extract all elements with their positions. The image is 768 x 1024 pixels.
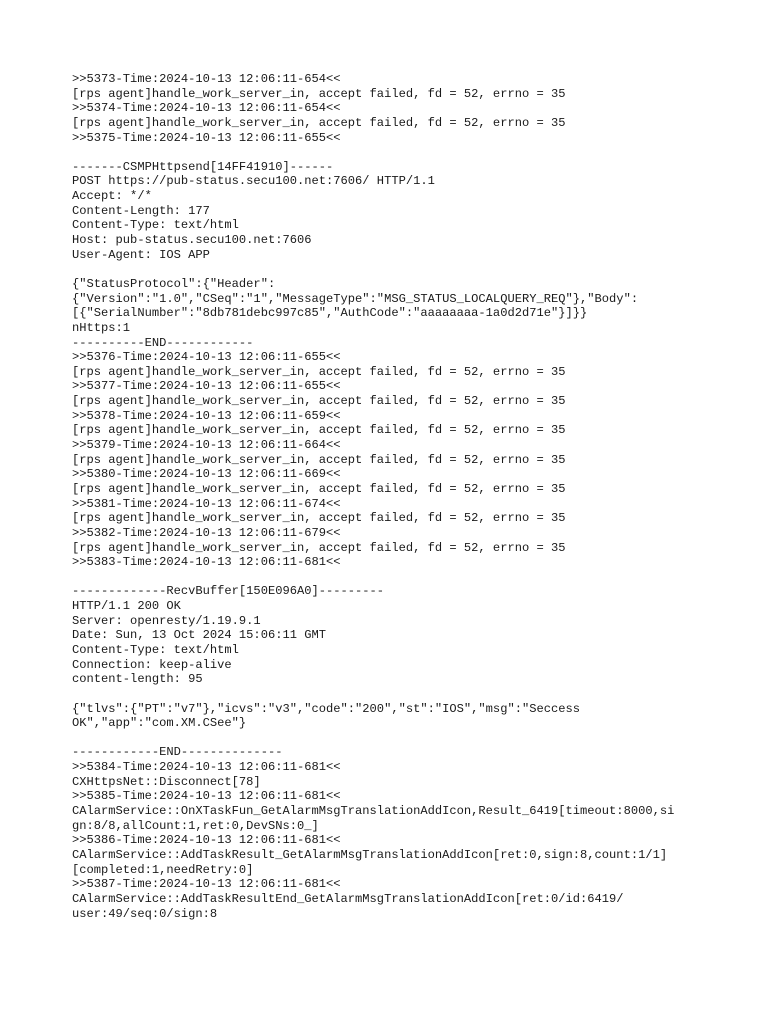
log-line: Content-Type: text/html [72, 642, 239, 657]
blank-line [72, 145, 722, 160]
log-line: gn:8/8,allCount:1,ret:0,DevSNs:0_] [72, 818, 319, 833]
log-line: [rps agent]handle_work_server_in, accept failed, fd = 52, errno = 35 [72, 540, 566, 555]
log-line: >>5384-Time:2024-10-13 12:06:11-681<< [72, 760, 341, 775]
log-line: POST https://pub-status.secu100.net:7606/ HTTP/1.1 [72, 174, 435, 189]
log-line: CXHttpsNet::Disconnect[78] [72, 774, 261, 789]
log-line: Content-Type: text/html [72, 218, 239, 233]
log-line: User-Agent: IOS APP [72, 247, 210, 262]
blank-line [72, 570, 722, 585]
log-line: Host: pub-status.secu100.net:7606 [72, 233, 312, 248]
log-line: CAlarmService::AddTaskResultEnd_GetAlarmMsgTranslationAddIcon[ret:0/id:6419/ [72, 891, 624, 906]
log-line: Accept: */* [72, 189, 152, 204]
blank-line [72, 262, 722, 277]
log-line: [rps agent]handle_work_server_in, accept failed, fd = 52, errno = 35 [72, 511, 566, 526]
log-line: [{"SerialNumber":"8db781debc997c85","AuthCode":"aaaaaaaa-1a0d2d71e"}]}} [72, 306, 588, 321]
log-line: [rps agent]handle_work_server_in, accept failed, fd = 52, errno = 35 [72, 481, 566, 496]
log-line: -------------RecvBuffer[150E096A0]--------- [72, 584, 385, 599]
log-line: >>5387-Time:2024-10-13 12:06:11-681<< [72, 877, 341, 892]
log-line: >>5381-Time:2024-10-13 12:06:11-674<< [72, 496, 341, 511]
log-line: Date: Sun, 13 Oct 2024 15:06:11 GMT [72, 628, 327, 643]
log-line: Connection: keep-alive [72, 657, 232, 672]
log-line: >>5385-Time:2024-10-13 12:06:11-681<< [72, 789, 341, 804]
log-line: [rps agent]handle_work_server_in, accept failed, fd = 52, errno = 35 [72, 115, 566, 130]
log-line: [rps agent]handle_work_server_in, accept failed, fd = 52, errno = 35 [72, 423, 566, 438]
log-line: [rps agent]handle_work_server_in, accept failed, fd = 52, errno = 35 [72, 364, 566, 379]
log-text [72, 72, 722, 921]
log-line: HTTP/1.1 200 OK [72, 599, 181, 614]
log-line: >>5377-Time:2024-10-13 12:06:11-655<< [72, 379, 341, 394]
log-line: [completed:1,needRetry:0] [72, 862, 254, 877]
log-line: >>5386-Time:2024-10-13 12:06:11-681<< [72, 833, 341, 848]
log-line: {"tlvs":{"PT":"v7"},"icvs":"v3","code":"200","st":"IOS","msg":"Seccess [72, 701, 581, 716]
log-line: nHttps:1 [72, 320, 131, 335]
blank-line [72, 731, 722, 746]
log-line: >>5380-Time:2024-10-13 12:06:11-669<< [72, 467, 341, 482]
log-line: >>5382-Time:2024-10-13 12:06:11-679<< [72, 525, 341, 540]
log-line: [rps agent]handle_work_server_in, accept failed, fd = 52, errno = 35 [72, 86, 566, 101]
log-line: OK","app":"com.XM.CSee"} [72, 716, 247, 731]
log-line: {"StatusProtocol":{"Header": [72, 276, 276, 291]
log-line: >>5374-Time:2024-10-13 12:06:11-654<< [72, 101, 341, 116]
log-line: ------------END-------------- [72, 745, 283, 760]
log-line: >>5383-Time:2024-10-13 12:06:11-681<< [72, 555, 341, 570]
log-line: ----------END------------ [72, 335, 254, 350]
log-line: >>5378-Time:2024-10-13 12:06:11-659<< [72, 408, 341, 423]
log-line: -------CSMPHttpsend[14FF41910]------ [72, 159, 334, 174]
log-line: >>5376-Time:2024-10-13 12:06:11-655<< [72, 350, 341, 365]
log-line: >>5379-Time:2024-10-13 12:06:11-664<< [72, 438, 341, 453]
log-line: >>5373-Time:2024-10-13 12:06:11-654<< [72, 72, 341, 86]
log-line: CAlarmService::AddTaskResult_GetAlarmMsgTranslationAddIcon[ret:0,sign:8,count:1/1] [72, 847, 668, 862]
log-line: Server: openresty/1.19.9.1 [72, 613, 261, 628]
log-line: CAlarmService::OnXTaskFun_GetAlarmMsgTranslationAddIcon,Result_6419[timeout:8000,si [72, 804, 675, 819]
log-line: {"Version":"1.0","CSeq":"1","MessageType":"MSG_STATUS_LOCALQUERY_REQ"},"Body": [72, 291, 639, 306]
log-line: [rps agent]handle_work_server_in, accept failed, fd = 52, errno = 35 [72, 452, 566, 467]
log-line: user:49/seq:0/sign:8 [72, 906, 218, 921]
log-line: >>5375-Time:2024-10-13 12:06:11-655<< [72, 130, 341, 145]
blank-line [72, 687, 722, 702]
log-line: Content-Length: 177 [72, 203, 210, 218]
log-line: content-length: 95 [72, 672, 203, 687]
log-line: [rps agent]handle_work_server_in, accept failed, fd = 52, errno = 35 [72, 394, 566, 409]
